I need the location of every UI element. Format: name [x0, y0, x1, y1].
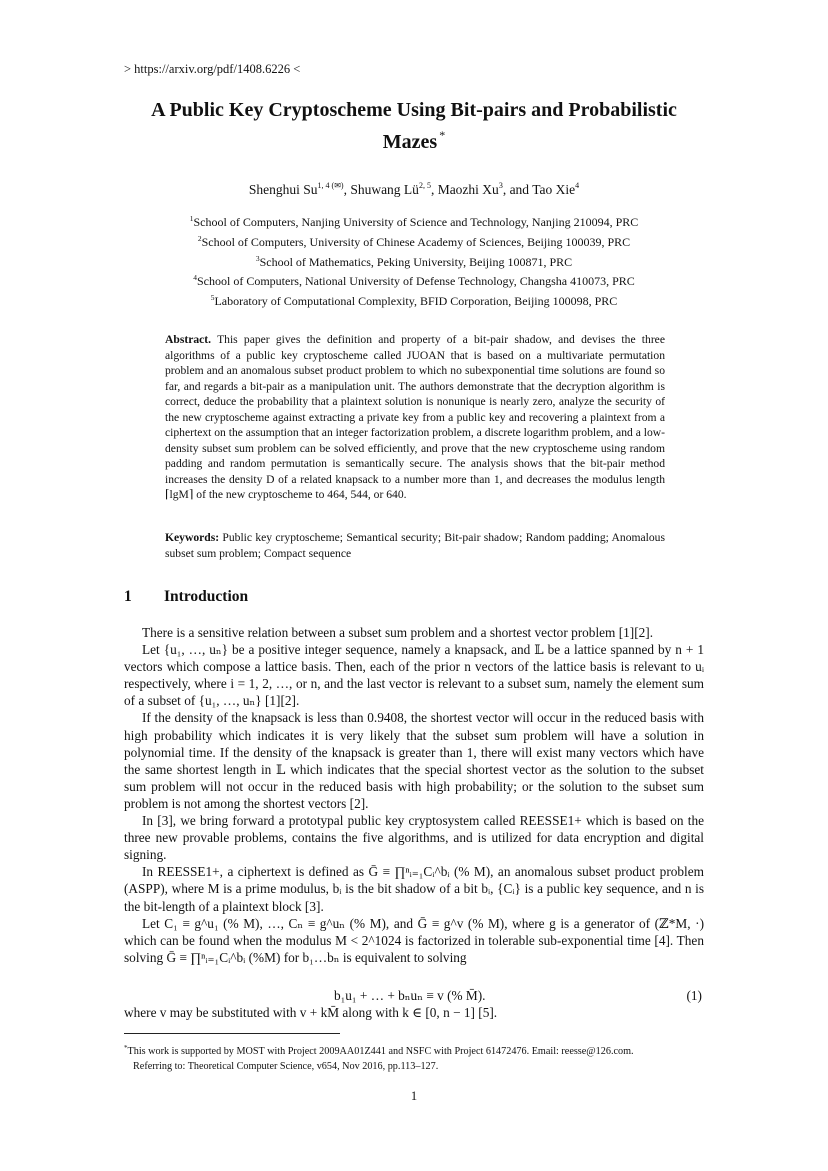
affiliation-text: Laboratory of Computational Complexity, BFID Corporation, Beijing 100098, PRC: [214, 294, 618, 309]
body-text: [124, 624, 704, 966]
title-text: A Public Key Cryptoscheme Using Bit-pairs and Probabilistic Mazes: [151, 99, 677, 153]
keywords-label: Keywords:: [165, 531, 220, 544]
abstract-text: This paper gives the definition and property of a bit-pair shadow, and devises the three algorithms of a public key cryptoscheme called JUOAN that is based on a multivariate permutation problem and an anomalous subset product problem to which no subexponential time solutions are found so far, and regards a bit-pair as a manipulation unit. The authors demonstrate that the decryption algorithm is correct, deduce the probability that a plaintext solution is nonunique is nearly zero, analyze the security of the new cryptoscheme against extracting a private key from a public key and recovering a plaintext from a ciphertext on the assumption that an integer factorization problem, a discrete logarithm problem, and a low-density subset sum problem can be solved efficiently, and prove that the new cryptoscheme using random padding and random permutation is semantically secure. The analysis shows that the bit-pair method increases the density D of a related knapsack to a number more than 1, and decreases the modulus length ⌈lgM⌉ of the new cryptoscheme to 464, 544, or 640.: [165, 333, 665, 501]
affiliation-list: [124, 211, 704, 310]
title-footnote-mark: *: [439, 128, 446, 142]
footnote-rule: [124, 1033, 340, 1034]
equation-number: (1): [686, 988, 702, 1003]
affiliation: [124, 251, 704, 271]
keywords: [165, 530, 665, 561]
footnote-mark: *: [124, 1044, 128, 1052]
author-name: Maozhi Xu: [437, 182, 499, 197]
paragraph: If the density of the knapsack is less than 0.9408, the shortest vector will occur in the reduced basis with high probability which indicates it is very likely that the subset sum problem will have a solution in polynomial time. If the density of the knapsack is greater than 1, there will exist many vectors which have the same shortest length in 𝕃 which indicates that the special shortest vector as the solution to the subset sum problem will not occur in the reduced basis with high probability; or the solution to the subset sum problem is not among the shortest vectors [2].: [124, 710, 704, 811]
author-affil-mark: 2, 5: [418, 181, 431, 190]
affiliation-text: School of Computers, Nanjing University of Science and Technology, Nanjing 210094, PRC: [193, 215, 639, 229]
paragraph: In REESSE1+, a ciphertext is defined as Ḡ ≡ ∏ⁿᵢ₌₁Cᵢ^bᵢ (% M), an anomalous subset product problem (ASPP), where M is a prime modulus, bᵢ is the bit shadow of a bit bᵢ, {Cᵢ} is a public key sequence, and n is the bit-length of a plaintext block [3].: [124, 864, 704, 914]
abstract: [165, 332, 665, 503]
footnote-text: Referring to: Theoretical Computer Science, v654, Nov 2016, pp.113–127.: [133, 1061, 439, 1072]
equation: b₁u₁ + … + bₙuₙ ≡ v (% M̄).: [334, 988, 486, 1003]
paragraph: Let C₁ ≡ g^u₁ (% M), …, Cₙ ≡ g^uₙ (% M), and Ḡ ≡ g^v (% M), where g is a generator of (ℤ*M, ·) which can be found when the modulus M < 2^1024 is factorized in tolerable sub-exponential time [4]. Then solving Ḡ ≡ ∏ⁿᵢ₌₁Cᵢ^bᵢ (%M) for b₁…bₙ is equivalent to solving: [124, 915, 704, 965]
author-list: Shenghui $Su^{1, 4 (✉)}$, Shuwang Lü$^{2, 5}$, Maozhi Xu$^3$, and Tao Xie$^4$: [248, 181, 580, 197]
affiliation-mark: 3: [255, 253, 260, 263]
paragraph-continuation: where v may be substituted with v + kM̄ along with k ∈ [0, n − 1] [5].: [124, 1005, 498, 1020]
arxiv-url: > https://arxiv.org/pdf/1408.6226 <: [124, 62, 301, 76]
affiliation: [124, 270, 704, 290]
author-name: Tao Xie: [532, 182, 576, 197]
author-name: Shuwang Lü: [350, 182, 419, 197]
affiliation: [124, 290, 704, 310]
paragraph: There is a sensitive relation between a subset sum problem and a shortest vector problem [1][2].: [142, 625, 654, 640]
affiliation: [124, 231, 704, 251]
page-number: 1: [410, 1089, 418, 1103]
footnote: [124, 1041, 714, 1074]
affiliation-text: School of Mathematics, Peking University, Beijing 100871, PRC: [259, 254, 573, 269]
section-number: 1: [124, 588, 132, 605]
paper-title: [124, 98, 704, 155]
author-name: Shenghui Su: [248, 182, 318, 197]
abstract-label: Abstract.: [165, 333, 212, 346]
affiliation-mark: 2: [197, 233, 202, 243]
paragraph: Let {u₁, …, uₙ} be a positive integer sequence, namely a knapsack, and 𝕃 be a lattice spanned by n + 1 vectors which compose a lattice basis. Then, each of the prior n vectors of the lattice basis is relevant to uᵢ respectively, where i = 1, 2, …, or n, and the last vector is relevant to a subset sum, namely the element sum of a subset of {u₁, …, uₙ} [1][2].: [124, 642, 704, 709]
affiliation-mark: 1: [189, 214, 194, 223]
section-heading: [124, 588, 248, 606]
footnote-text: This work is supported by MOST with Project 2009AA01Z441 and NSFC with Project 61472476. Email: reesse@126.com.: [127, 1046, 634, 1057]
section-title: Introduction: [164, 588, 249, 605]
author-affil-mark: 3: [498, 181, 503, 190]
affiliation-mark: 5: [210, 293, 215, 303]
paragraph: In [3], we bring forward a prototypal public key cryptosystem called REESSE1+ which is based on the three new provable problems, contains the five algorithms, and is utilized for data encryption and digital signing.: [124, 813, 704, 863]
affiliation-text: School of Computers, National University of Defense Technology, Changsha 410073, PRC: [196, 274, 635, 289]
affiliation: [124, 211, 704, 231]
footnote-line: [124, 1059, 714, 1074]
keywords-text: Public key cryptoscheme; Semantical security; Bit-pair shadow; Random padding; Anomalous subset sum problem; Compact sequence: [165, 531, 665, 560]
footnote-line: [124, 1041, 714, 1059]
affiliation-text: School of Computers, University of Chinese Academy of Sciences, Beijing 100039, PRC: [201, 234, 631, 249]
author-affil-mark: 4: [575, 181, 580, 190]
affiliation-mark: 4: [193, 273, 197, 283]
author-affil-mark: 1, 4 (✉): [317, 181, 344, 190]
